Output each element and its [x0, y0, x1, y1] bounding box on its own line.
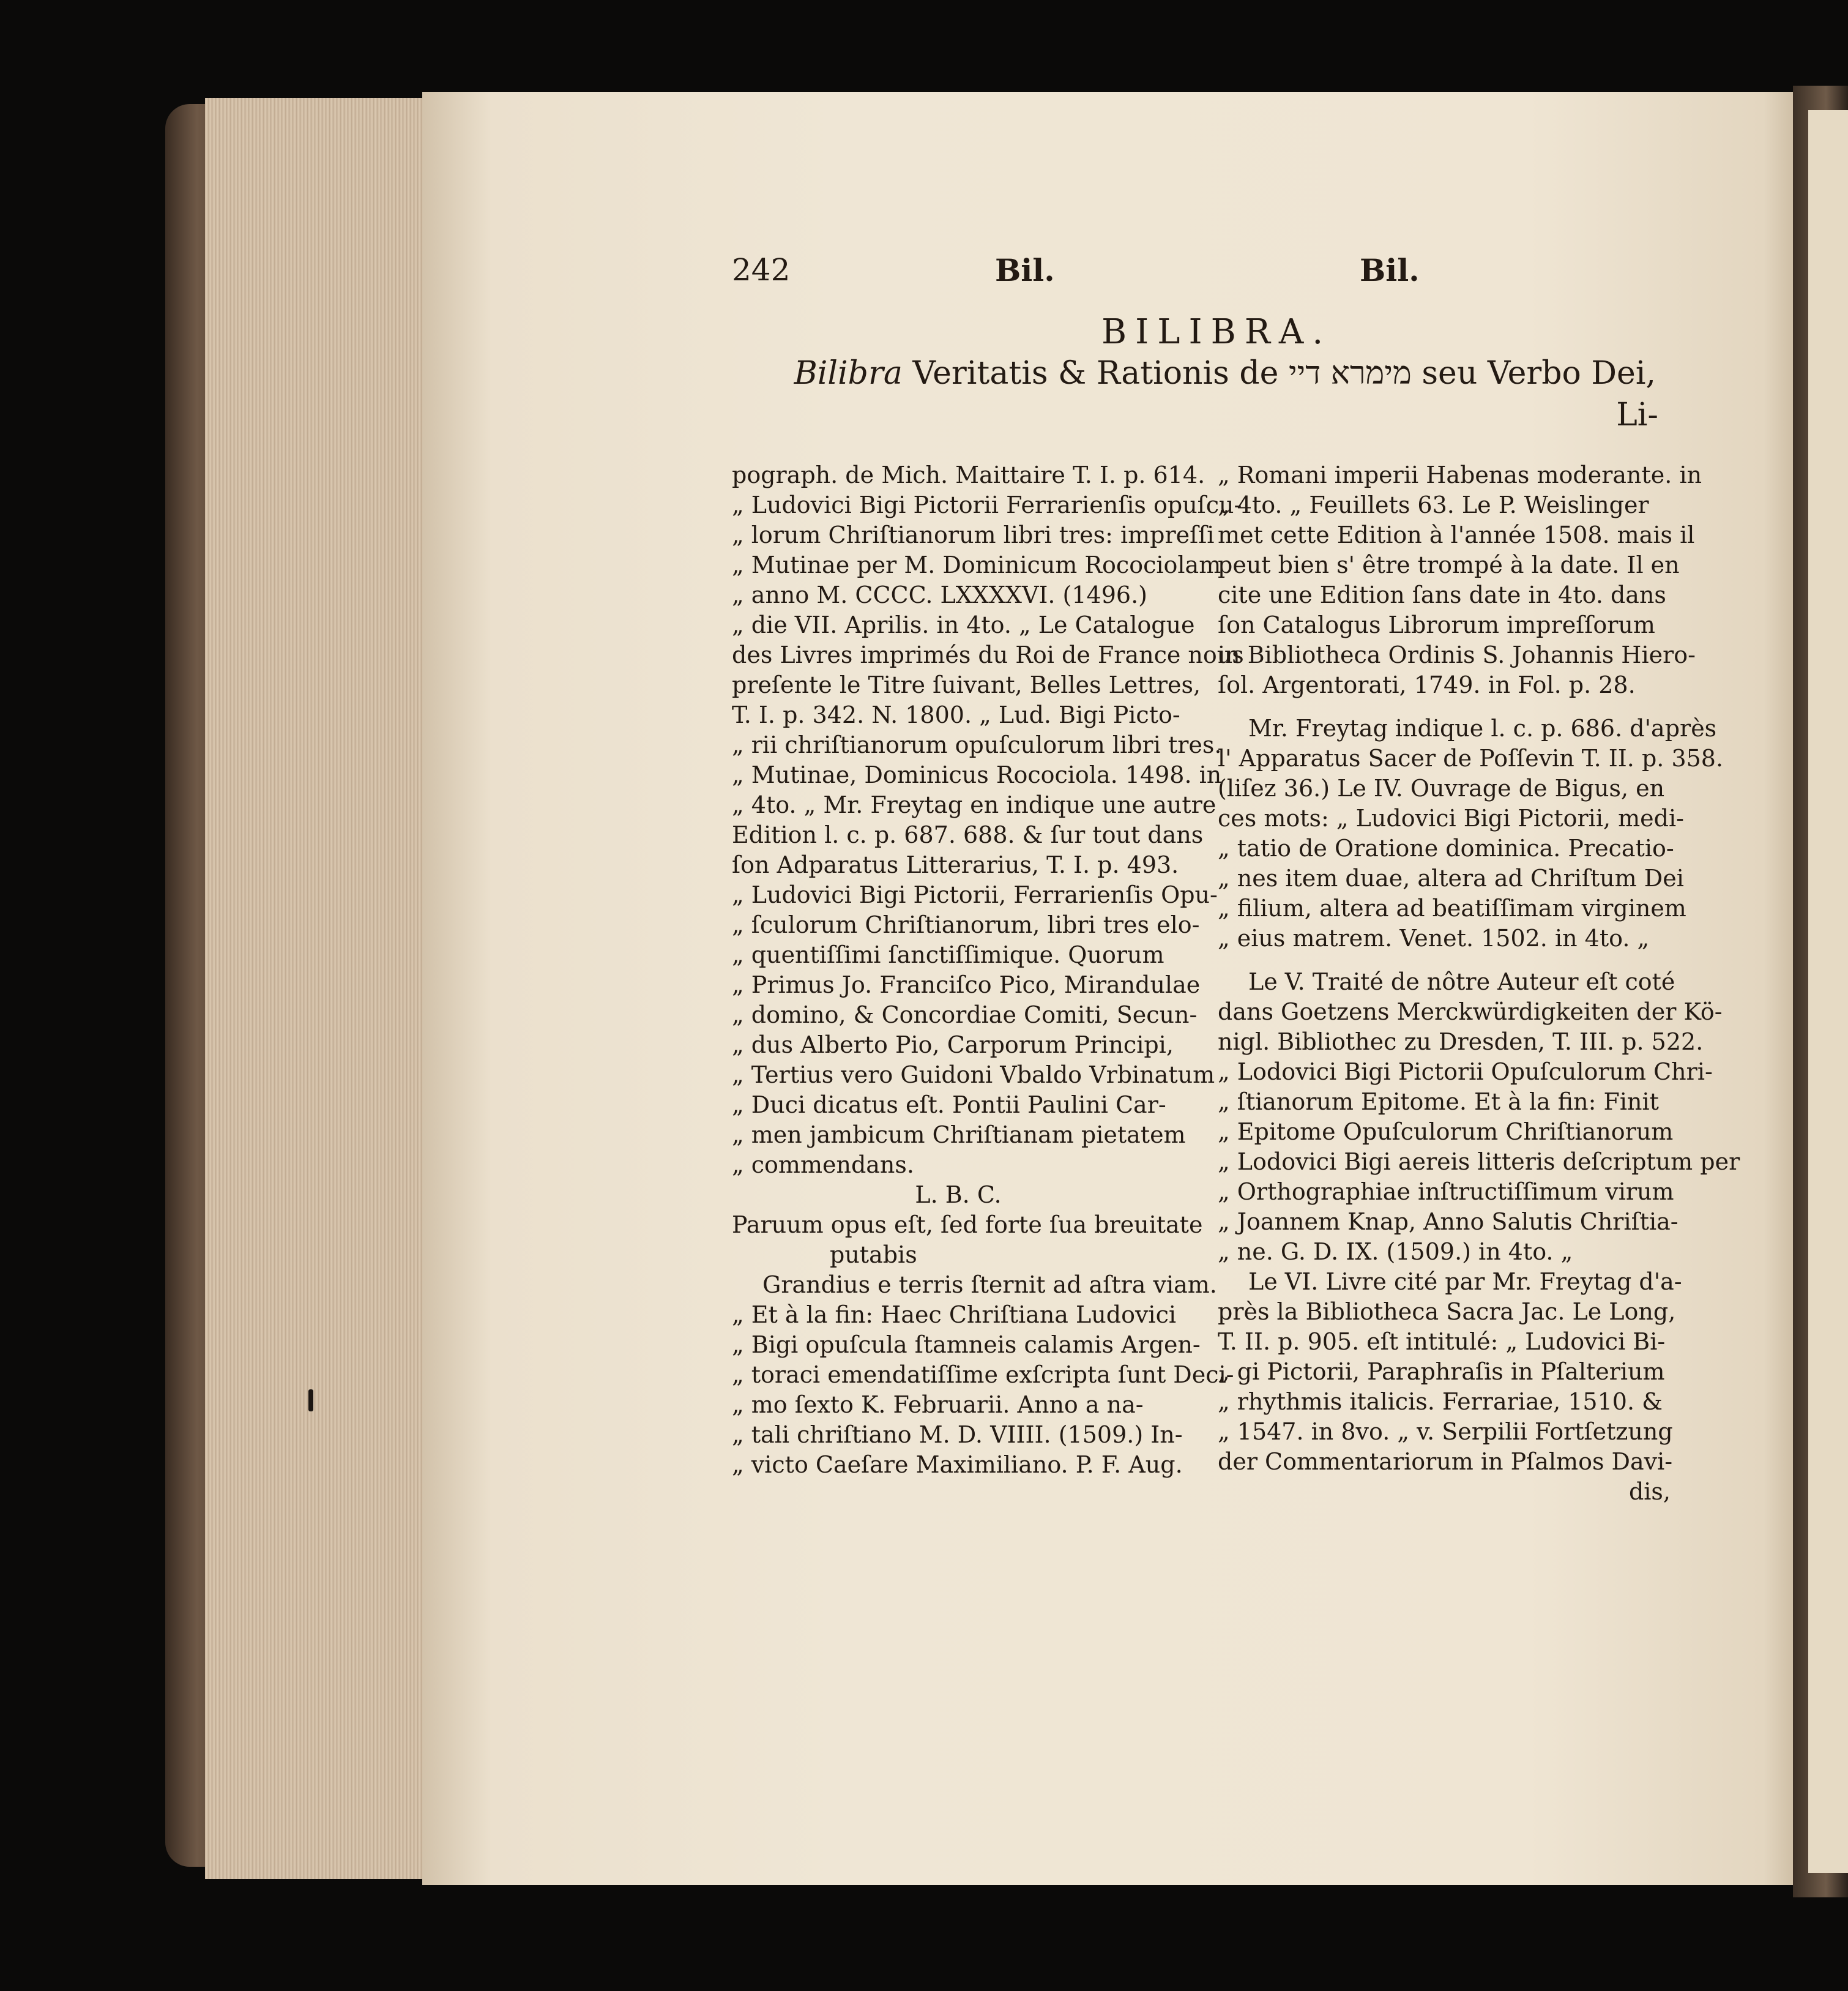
text-line: „ ne. G. D. IX. (1509.) in 4to. „ [1218, 1238, 1573, 1265]
text-line: (liſez 36.) Le IV. Ouvrage de Bigus, en [1218, 775, 1665, 802]
paragraph-gap [1218, 954, 1671, 967]
text-line: „ lorum Chriſtianorum libri tres: impreſſi [732, 521, 1215, 548]
running-head-right: Bil. [1360, 252, 1420, 288]
text-line: dis, [1628, 1478, 1671, 1505]
text-line: „ dus Alberto Pio, Carporum Principi, [732, 1031, 1174, 1058]
text-line: „ Orthographiae inſtructiſſimum virum [1218, 1178, 1674, 1205]
text-line: „ 1547. in 8vo. „ v. Serpilii Fortſetzung [1218, 1418, 1673, 1445]
text-line: „ Mutinae, Dominicus Rocociola. 1498. in [732, 761, 1222, 788]
text-line: T. II. p. 905. eſt intitulé: „ Ludovici Bi- [1218, 1328, 1666, 1355]
text-line: „ victo Caeſare Maximiliano. P. F. Aug. [732, 1451, 1183, 1478]
lbc-line: L. B. C. [915, 1181, 1002, 1208]
text-line: „ 4to. „ Feuillets 63. Le P. Weislinger [1218, 491, 1649, 518]
entry-title: BILIBRA. [1101, 312, 1332, 352]
subtitle-continuation: Li- [1616, 397, 1658, 433]
text-line: „ quentiſſimi ſanctiſſimique. Quorum [732, 941, 1164, 968]
text-line: „ 4to. „ Mr. Freytag en indique une autre [732, 791, 1216, 818]
text-line: ſon Adparatus Litterarius, T. I. p. 493. [732, 851, 1179, 878]
text-line: „ Epitome Opuſculorum Chriſtianorum [1218, 1118, 1674, 1145]
text-line: „ toraci emendatiſſime exſcripta ſunt Deci- [732, 1361, 1234, 1388]
text-line: „ Lodovici Bigi Pictorii Opuſculorum Chri- [1218, 1058, 1713, 1085]
text-line: ſon Catalogus Librorum impreſſorum [1218, 611, 1655, 638]
text-line: „ filium, altera ad beatiſſimam virginem [1218, 895, 1686, 922]
text-line: „ Primus Jo. Franciſco Pico, Mirandulae [732, 971, 1201, 998]
text-line: „ tatio de Oratione dominica. Precatio- [1218, 835, 1674, 862]
text-line: „ Mutinae per M. Dominicum Rocociolam [732, 551, 1221, 578]
text-line: ſol. Argentorati, 1749. in Fol. p. 28. [1218, 671, 1636, 698]
text-line: „ Tertius vero Guidoni Vbaldo Vrbinatum [732, 1061, 1215, 1088]
paragraph-gap [1218, 700, 1671, 714]
text-line: „ tali chriſtiano M. D. VIIII. (1509.) In- [732, 1421, 1183, 1448]
text-line: l' Apparatus Sacer de Poſſevin T. II. p. 358. [1218, 745, 1724, 772]
verse-line: putabis [830, 1241, 917, 1268]
text-line: „ rhythmis italicis. Ferrariae, 1510. & [1218, 1388, 1663, 1415]
column-right [1218, 460, 1740, 1507]
text-line: Le V. Traité de nôtre Auteur eſt coté [1248, 968, 1675, 995]
verse-line: Grandius e terris ſternit ad aſtra viam. [762, 1271, 1217, 1298]
text-line: preſente le Titre ſuivant, Belles Lettres, [732, 671, 1201, 698]
text-line: „ mo ſexto K. Februarii. Anno a na- [732, 1391, 1144, 1418]
text-line: nigl. Bibliothec zu Dresden, T. III. p. 522. [1218, 1028, 1704, 1055]
text-line: Le VI. Livre cité par Mr. Freytag d'a- [1248, 1268, 1682, 1295]
text-line: „ domino, & Concordiae Comiti, Secun- [732, 1001, 1198, 1028]
subtitle-italic: Bilibra [794, 355, 903, 392]
verse-line: Paruum opus eſt, ſed forte ſua breuitate [732, 1211, 1203, 1238]
text-line: „ nes item duae, altera ad Chriſtum Dei [1218, 865, 1684, 892]
text-line: met cette Edition à l'année 1508. mais il [1218, 521, 1695, 548]
text-line: ces mots: „ Ludovici Bigi Pictorii, medi- [1218, 805, 1684, 832]
entry-subtitle [732, 355, 1656, 392]
text-line: „ eius matrem. Venet. 1502. in 4to. „ [1218, 925, 1650, 952]
text-line: pograph. de Mich. Maittaire T. I. p. 614. [732, 461, 1205, 488]
text-line: Edition l. c. p. 687. 688. & ſur tout dans [732, 821, 1204, 848]
running-header [732, 252, 1719, 295]
page-edges [205, 98, 425, 1879]
page-mark-icon [308, 1389, 313, 1411]
text-line: „ anno M. CCCC. LXXXXVI. (1496.) [732, 581, 1147, 608]
subtitle-rest: Veritatis & Rationis de מימרא דיי seu Verbo Dei, [912, 355, 1656, 392]
text-line: „ Bigi opuſcula ſtamneis calamis Argen- [732, 1331, 1201, 1358]
text-line: „ Et à la fin: Haec Chriſtiana Ludovici [732, 1301, 1177, 1328]
column-left [732, 460, 1244, 1480]
facing-page-edge [1808, 110, 1848, 1873]
text-line: der Commentariorum in Pſalmos Davi- [1218, 1448, 1673, 1475]
text-line: cite une Edition ſans date in 4to. dans [1218, 581, 1666, 608]
text-line: in Bibliotheca Ordinis S. Johannis Hiero- [1218, 641, 1696, 668]
text-line: T. I. p. 342. N. 1800. „ Lud. Bigi Picto- [732, 701, 1180, 728]
text-line: peut bien s' être trompé à la date. Il en [1218, 551, 1680, 578]
text-line: près la Bibliotheca Sacra Jac. Le Long, [1218, 1298, 1676, 1325]
text-line: Mr. Freytag indique l. c. p. 686. d'après [1248, 715, 1717, 742]
text-line: „ commendans. [732, 1151, 914, 1178]
text-line: „ die VII. Aprilis. in 4to. „ Le Catalogue [732, 611, 1195, 638]
text-line: „ Duci dicatus eſt. Pontii Paulini Car- [732, 1091, 1166, 1118]
text-line: „ ſtianorum Epitome. Et à la fin: Finit [1218, 1088, 1659, 1115]
text-line: dans Goetzens Merckwürdigkeiten der Kö- [1218, 998, 1723, 1025]
text-line: „ ſculorum Chriſtianorum, libri tres elo- [732, 911, 1200, 938]
text-line: „ Ludovici Bigi Pictorii, Ferrarienſis Opu- [732, 881, 1218, 908]
page-number: 242 [732, 252, 791, 288]
running-head-left: Bil. [995, 252, 1055, 288]
text-line: „ Ludovici Bigi Pictorii Ferrarienſis opuſcu- [732, 491, 1242, 518]
text-line: „ men jambicum Chriſtianam pietatem [732, 1121, 1186, 1148]
text-line: „ rii chriſtianorum opuſculorum libri tres. [732, 731, 1222, 758]
text-line: „ gi Pictorii, Paraphraſis in Pſalterium [1218, 1358, 1665, 1385]
text-line: des Livres imprimés du Roi de France nous [732, 641, 1244, 668]
text-line: „ Lodovici Bigi aereis litteris deſcriptum per [1218, 1148, 1740, 1175]
text-line: „ Joannem Knap, Anno Salutis Chriſtia- [1218, 1208, 1678, 1235]
text-line: „ Romani imperii Habenas moderante. in [1218, 461, 1702, 488]
